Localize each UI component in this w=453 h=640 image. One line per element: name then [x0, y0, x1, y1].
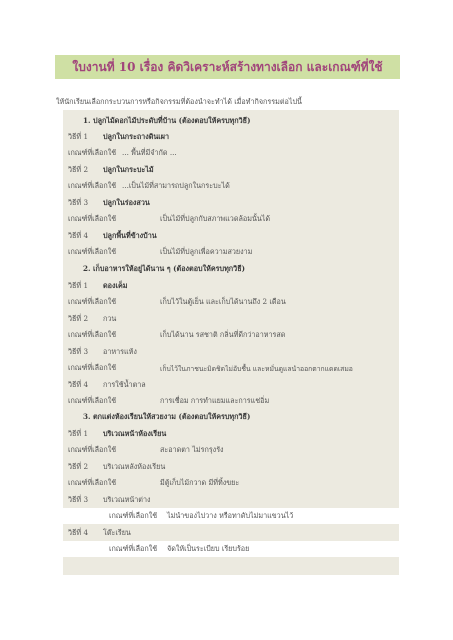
criteria-label: เกณฑ์ที่เลือกใช้: [68, 213, 117, 223]
criteria-label: เกณฑ์ที่เลือกใช้: [68, 477, 117, 487]
option-title: ปลูกในกระบะไม้: [103, 164, 154, 174]
option-title: ปลูกพื้นที่ข้างบ้าน: [103, 230, 157, 240]
option-label: วิธีที่ 2: [68, 164, 89, 174]
criteria-label: เกณฑ์ที่เลือกใช้: [68, 362, 117, 372]
criteria-label: เกณฑ์ที่เลือกใช้: [109, 510, 158, 520]
option-title: ปลูกในร่องสวน: [103, 197, 150, 207]
criteria-label: เกณฑ์ที่เลือกใช้: [68, 246, 117, 256]
criteria-text: ไม่นำของไปวาง หรือทาดับไม่มาแขวนไว้: [167, 510, 294, 520]
criteria-text: ... พื้นที่มีจำกัด ...: [122, 147, 177, 157]
criteria-label: เกณฑ์ที่เลือกใช้: [68, 180, 117, 190]
criteria-text: เป็นไม้ที่ปลูกเพื่อความสวยงาม: [160, 246, 253, 256]
criteria-text: สะอาดตา ไม่รกรุงรัง: [160, 444, 224, 454]
option-title: บริเวณหน้าต่าง: [103, 494, 151, 504]
option-title: บริเวณหน้าห้องเรียน: [103, 428, 167, 438]
option-label: วิธีที่ 1: [68, 428, 89, 438]
criteria-text: เก็บได้นาน รสชาติ กลิ่นที่ดีกว่าอาหารสด: [160, 329, 286, 339]
option-title: โต๊ะเรียน: [103, 527, 131, 537]
criteria-text: การเชื่อม การทำแยมและการแช่อิ่ม: [160, 395, 270, 405]
option-label: วิธีที่ 3: [68, 197, 89, 207]
option-title: อาหารแห้ง: [103, 346, 137, 356]
criteria-text: เก็บไว้ในภาชนะมิดชิดไม่อับชื้น และหมั่นดูแลนำออกตากแดดเสมอ: [160, 364, 353, 373]
section-1-heading: 1. ปลูกไม้ดอกไม้ประดับที่บ้าน (ต้องตอบให้ครบทุกวิธี): [83, 115, 251, 125]
option-title: ปลูกในกระถางดินเผา: [103, 131, 169, 141]
criteria-label: เกณฑ์ที่เลือกใช้: [109, 543, 158, 553]
criteria-label: เกณฑ์ที่เลือกใช้: [68, 147, 117, 157]
option-label: วิธีที่ 2: [68, 313, 89, 323]
criteria-label: เกณฑ์ที่เลือกใช้: [68, 329, 117, 339]
criteria-label: เกณฑ์ที่เลือกใช้: [68, 395, 117, 405]
criteria-text: จัดให้เป็นระเบียบ เรียบร้อย: [167, 543, 250, 553]
criteria-text: มีตู้เก็บไม้กวาด มีที่ทิ้งขยะ: [160, 477, 240, 487]
option-label: วิธีที่ 3: [68, 494, 89, 504]
intro-text: ให้นักเรียนเลือกกระบวนการหรือกิจกรรมที่ต้องนำจะทำได้ เมื่อทำกิจกรรมต่อไปนี้: [56, 97, 302, 106]
content-panel: [63, 110, 399, 575]
criteria-text: เป็นไม้ที่ปลูกกับสภาพแวดล้อมนั้นได้: [160, 213, 271, 223]
option-label: วิธีที่ 1: [68, 131, 89, 141]
criteria-text: เก็บไว้ในตู้เย็น และเก็บได้นานถึง 2 เดือน: [160, 296, 286, 306]
criteria-label: เกณฑ์ที่เลือกใช้: [68, 296, 117, 306]
section-2-heading: 2. เก็บอาหารให้อยู่ได้นาน ๆ (ต้องตอบให้ครบทุกวิธี): [83, 263, 245, 273]
option-label: วิธีที่ 4: [68, 527, 89, 537]
option-label: วิธีที่ 4: [68, 230, 89, 240]
option-title: การใช้น้ำตาล: [103, 379, 146, 389]
option-title: ดองเค็ม: [103, 280, 128, 290]
option-title: กวน: [103, 313, 117, 323]
option-label: วิธีที่ 3: [68, 346, 89, 356]
section-3-heading: 3. ตกแต่งห้องเรียนให้สวยงาม (ต้องตอบให้ครบทุกวิธี): [83, 411, 251, 421]
worksheet-title: ใบงานที่ 10 เรื่อง คิดวิเคราะห์สร้างทางเลือก และเกณฑ์ที่ใช้: [72, 59, 383, 74]
criteria-text: ...เป็นไม้ที่สามารถปลูกในกระบะได้: [122, 180, 230, 190]
option-title: บริเวณหลังห้องเรียน: [103, 461, 166, 471]
title-banner: [55, 55, 400, 79]
option-label: วิธีที่ 4: [68, 379, 89, 389]
option-label: วิธีที่ 2: [68, 461, 89, 471]
option-label: วิธีที่ 1: [68, 280, 89, 290]
criteria-label: เกณฑ์ที่เลือกใช้: [68, 444, 117, 454]
